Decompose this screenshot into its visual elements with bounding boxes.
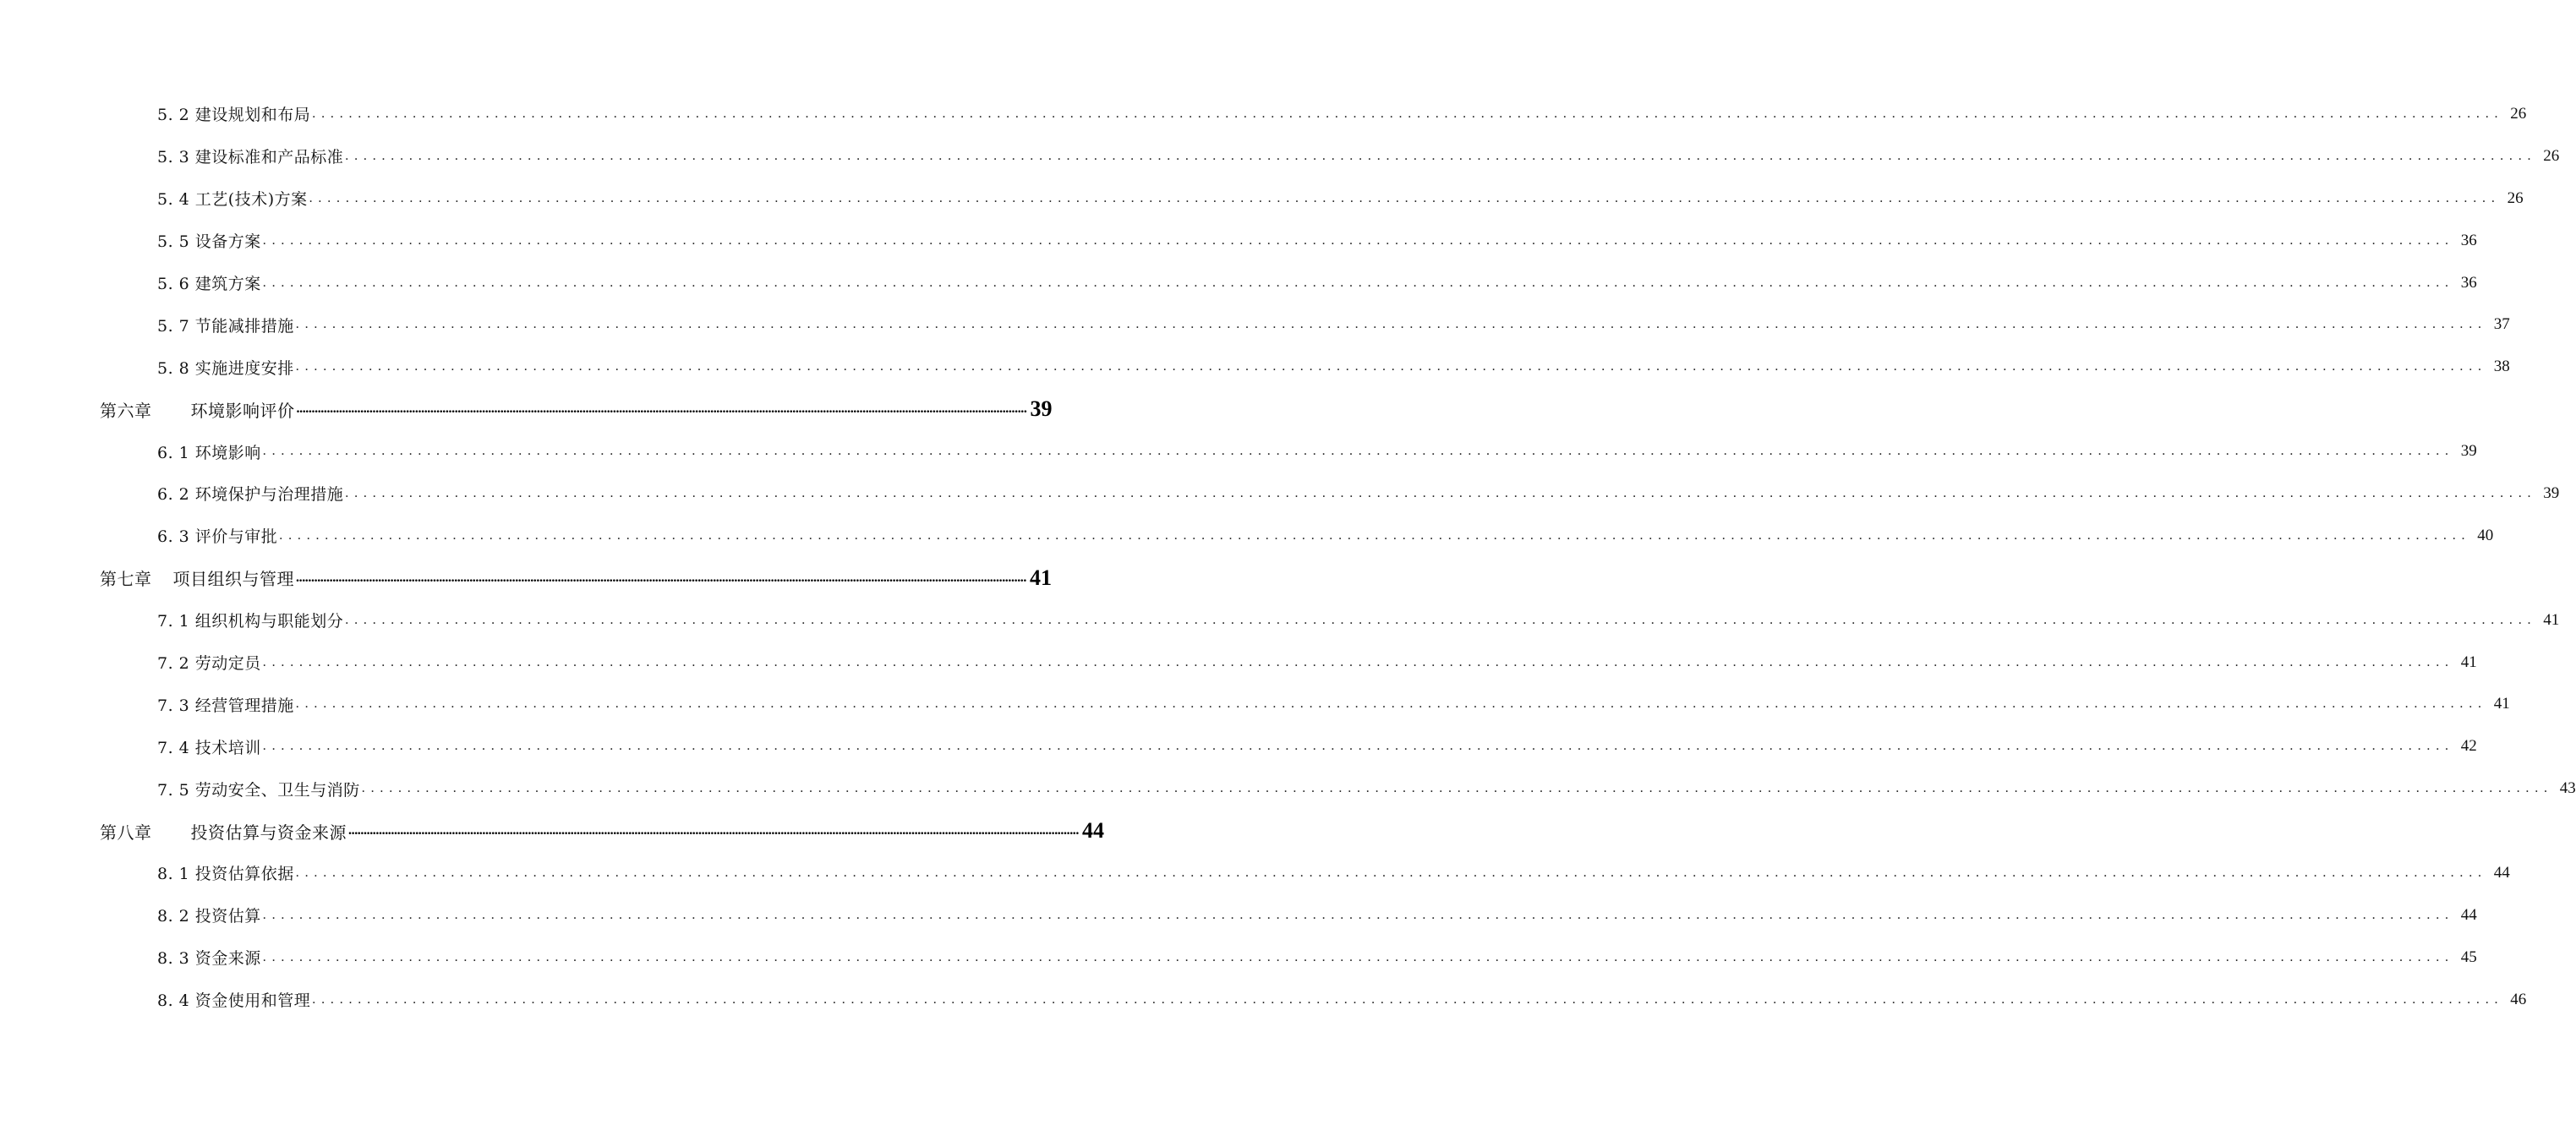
toc-entry-5-8[interactable] [0, 346, 2510, 388]
toc-entry-label: 6. 1 环境影响 [157, 440, 263, 463]
toc-page-number: 44 [2487, 864, 2510, 882]
dot-leader: ................................................................................................................................................................................................................................................ [262, 907, 2454, 922]
dot-leader: ................................................................................................................................................................................................................................................ [279, 527, 2471, 543]
toc-entry-label: 6. 3 评价与审批 [157, 524, 279, 547]
toc-entry-8-3[interactable] [0, 937, 2477, 979]
dot-leader: ................................................................................................................................................................................................................................................ [296, 570, 1027, 585]
dot-leader: ................................................................................................................................................................................................................................................ [295, 696, 2487, 712]
toc-chapter-title: 项目组织与管理 [172, 569, 294, 590]
toc-page-number: 26 [2501, 189, 2524, 208]
toc-page-number: 41 [1026, 565, 1052, 591]
toc-chapter-number: 第七章 [100, 569, 152, 590]
toc-entry-6-2[interactable] [0, 472, 2560, 515]
toc-chapter-8[interactable] [0, 810, 1105, 852]
toc-entry-7-4[interactable] [0, 725, 2477, 767]
dot-leader: ................................................................................................................................................................................................................................................ [348, 823, 1080, 838]
dot-leader: ................................................................................................................................................................................................................................................ [262, 444, 2454, 459]
toc-entry-5-3[interactable] [0, 135, 2560, 178]
dot-leader: ................................................................................................................................................................................................................................................ [345, 612, 2537, 627]
dot-leader: ................................................................................................................................................................................................................................................ [345, 485, 2537, 500]
toc-page-number: 26 [2536, 147, 2559, 166]
toc-page-number: 41 [2487, 695, 2510, 713]
toc-entry-label: 6. 2 环境保护与治理措施 [157, 482, 345, 505]
toc-chapter-number: 第八章 [100, 822, 152, 843]
toc-entry-5-6[interactable] [0, 262, 2477, 304]
dot-leader: ................................................................................................................................................................................................................................................ [312, 106, 2504, 121]
toc-entry-7-5[interactable] [0, 767, 2576, 810]
toc-entry-6-3[interactable] [0, 515, 2494, 557]
toc-entry-5-7[interactable] [0, 303, 2510, 346]
dot-leader: ................................................................................................................................................................................................................................................ [295, 865, 2487, 880]
dot-leader: ................................................................................................................................................................................................................................................ [295, 359, 2487, 374]
toc-entry-label: 8. 4 资金使用和管理 [157, 988, 312, 1011]
toc-chapter-label [100, 565, 296, 590]
toc-page-number: 45 [2454, 948, 2477, 967]
toc-page-number: 39 [1027, 396, 1053, 422]
toc-chapter-7[interactable] [0, 557, 1053, 599]
toc-page-number: 46 [2503, 991, 2526, 1009]
toc-page-number: 44 [1079, 818, 1104, 844]
toc-entry-label: 5. 3 建设标准和产品标准 [157, 145, 345, 167]
toc-entry-label: 5. 5 设备方案 [157, 229, 263, 252]
toc-entry-label: 8. 3 资金来源 [157, 946, 263, 969]
dot-leader: ................................................................................................................................................................................................................................................ [295, 317, 2487, 332]
dot-leader: ................................................................................................................................................................................................................................................ [345, 148, 2537, 163]
dot-leader: ................................................................................................................................................................................................................................................ [262, 949, 2454, 964]
table-of-contents [0, 93, 2576, 1021]
toc-entry-label: 5. 8 实施进度安排 [157, 356, 296, 379]
toc-chapter-6[interactable] [0, 388, 1053, 430]
toc-chapter-label [100, 397, 297, 422]
toc-entry-5-2[interactable] [0, 93, 2527, 135]
dot-leader: ................................................................................................................................................................................................................................................ [312, 991, 2504, 1007]
toc-page-number: 43 [2553, 779, 2576, 798]
toc-page-number: 36 [2454, 274, 2477, 292]
toc-entry-label: 5. 4 工艺(技术)方案 [157, 187, 309, 210]
toc-chapter-number: 第六章 [100, 400, 152, 421]
toc-entry-5-5[interactable] [0, 220, 2477, 262]
toc-entry-label: 7. 2 劳动定员 [157, 651, 263, 674]
toc-chapter-title: 环境影响评价 [190, 400, 295, 421]
toc-entry-label: 7. 1 组织机构与职能划分 [157, 609, 345, 631]
toc-entry-7-2[interactable] [0, 642, 2477, 684]
toc-page-number: 36 [2454, 232, 2477, 250]
toc-entry-8-4[interactable] [0, 979, 2527, 1021]
toc-page-number: 39 [2536, 484, 2559, 503]
toc-entry-6-1[interactable] [0, 430, 2477, 472]
toc-entry-label: 8. 2 投资估算 [157, 904, 263, 926]
toc-page-number: 44 [2454, 906, 2477, 925]
toc-page-number: 41 [2536, 611, 2559, 630]
toc-entry-8-2[interactable] [0, 894, 2477, 937]
toc-page-number: 40 [2470, 527, 2493, 545]
toc-entry-label: 7. 3 经营管理措施 [157, 693, 296, 716]
dot-leader: ................................................................................................................................................................................................................................................ [262, 739, 2454, 754]
toc-entry-7-3[interactable] [0, 683, 2510, 725]
toc-entry-label: 5. 6 建筑方案 [157, 271, 263, 294]
toc-entry-8-1[interactable] [0, 852, 2510, 894]
toc-page-number: 37 [2487, 315, 2510, 334]
dot-leader: ................................................................................................................................................................................................................................................ [262, 654, 2454, 669]
toc-entry-label: 5. 2 建设规划和布局 [157, 102, 312, 125]
toc-chapter-label [100, 819, 348, 844]
toc-entry-label: 7. 5 劳动安全、卫生与消防 [157, 778, 362, 800]
toc-entry-7-1[interactable] [0, 599, 2560, 642]
toc-page-number: 39 [2454, 442, 2477, 461]
toc-page-number: 42 [2454, 737, 2477, 756]
dot-leader: ................................................................................................................................................................................................................................................ [309, 190, 2501, 205]
toc-page-number: 38 [2487, 358, 2510, 376]
toc-page-number: 26 [2503, 105, 2526, 123]
toc-entry-5-4[interactable] [0, 178, 2524, 220]
dot-leader: ................................................................................................................................................................................................................................................ [361, 781, 2553, 796]
toc-entry-label: 5. 7 节能减排措施 [157, 314, 296, 336]
toc-entry-label: 7. 4 技术培训 [157, 735, 263, 758]
toc-page-number: 41 [2454, 653, 2477, 672]
toc-chapter-title: 投资估算与资金来源 [190, 822, 347, 843]
dot-leader: ................................................................................................................................................................................................................................................ [296, 401, 1027, 417]
dot-leader: ................................................................................................................................................................................................................................................ [262, 232, 2454, 248]
toc-entry-label: 8. 1 投资估算依据 [157, 861, 296, 884]
dot-leader: ................................................................................................................................................................................................................................................ [262, 275, 2454, 290]
